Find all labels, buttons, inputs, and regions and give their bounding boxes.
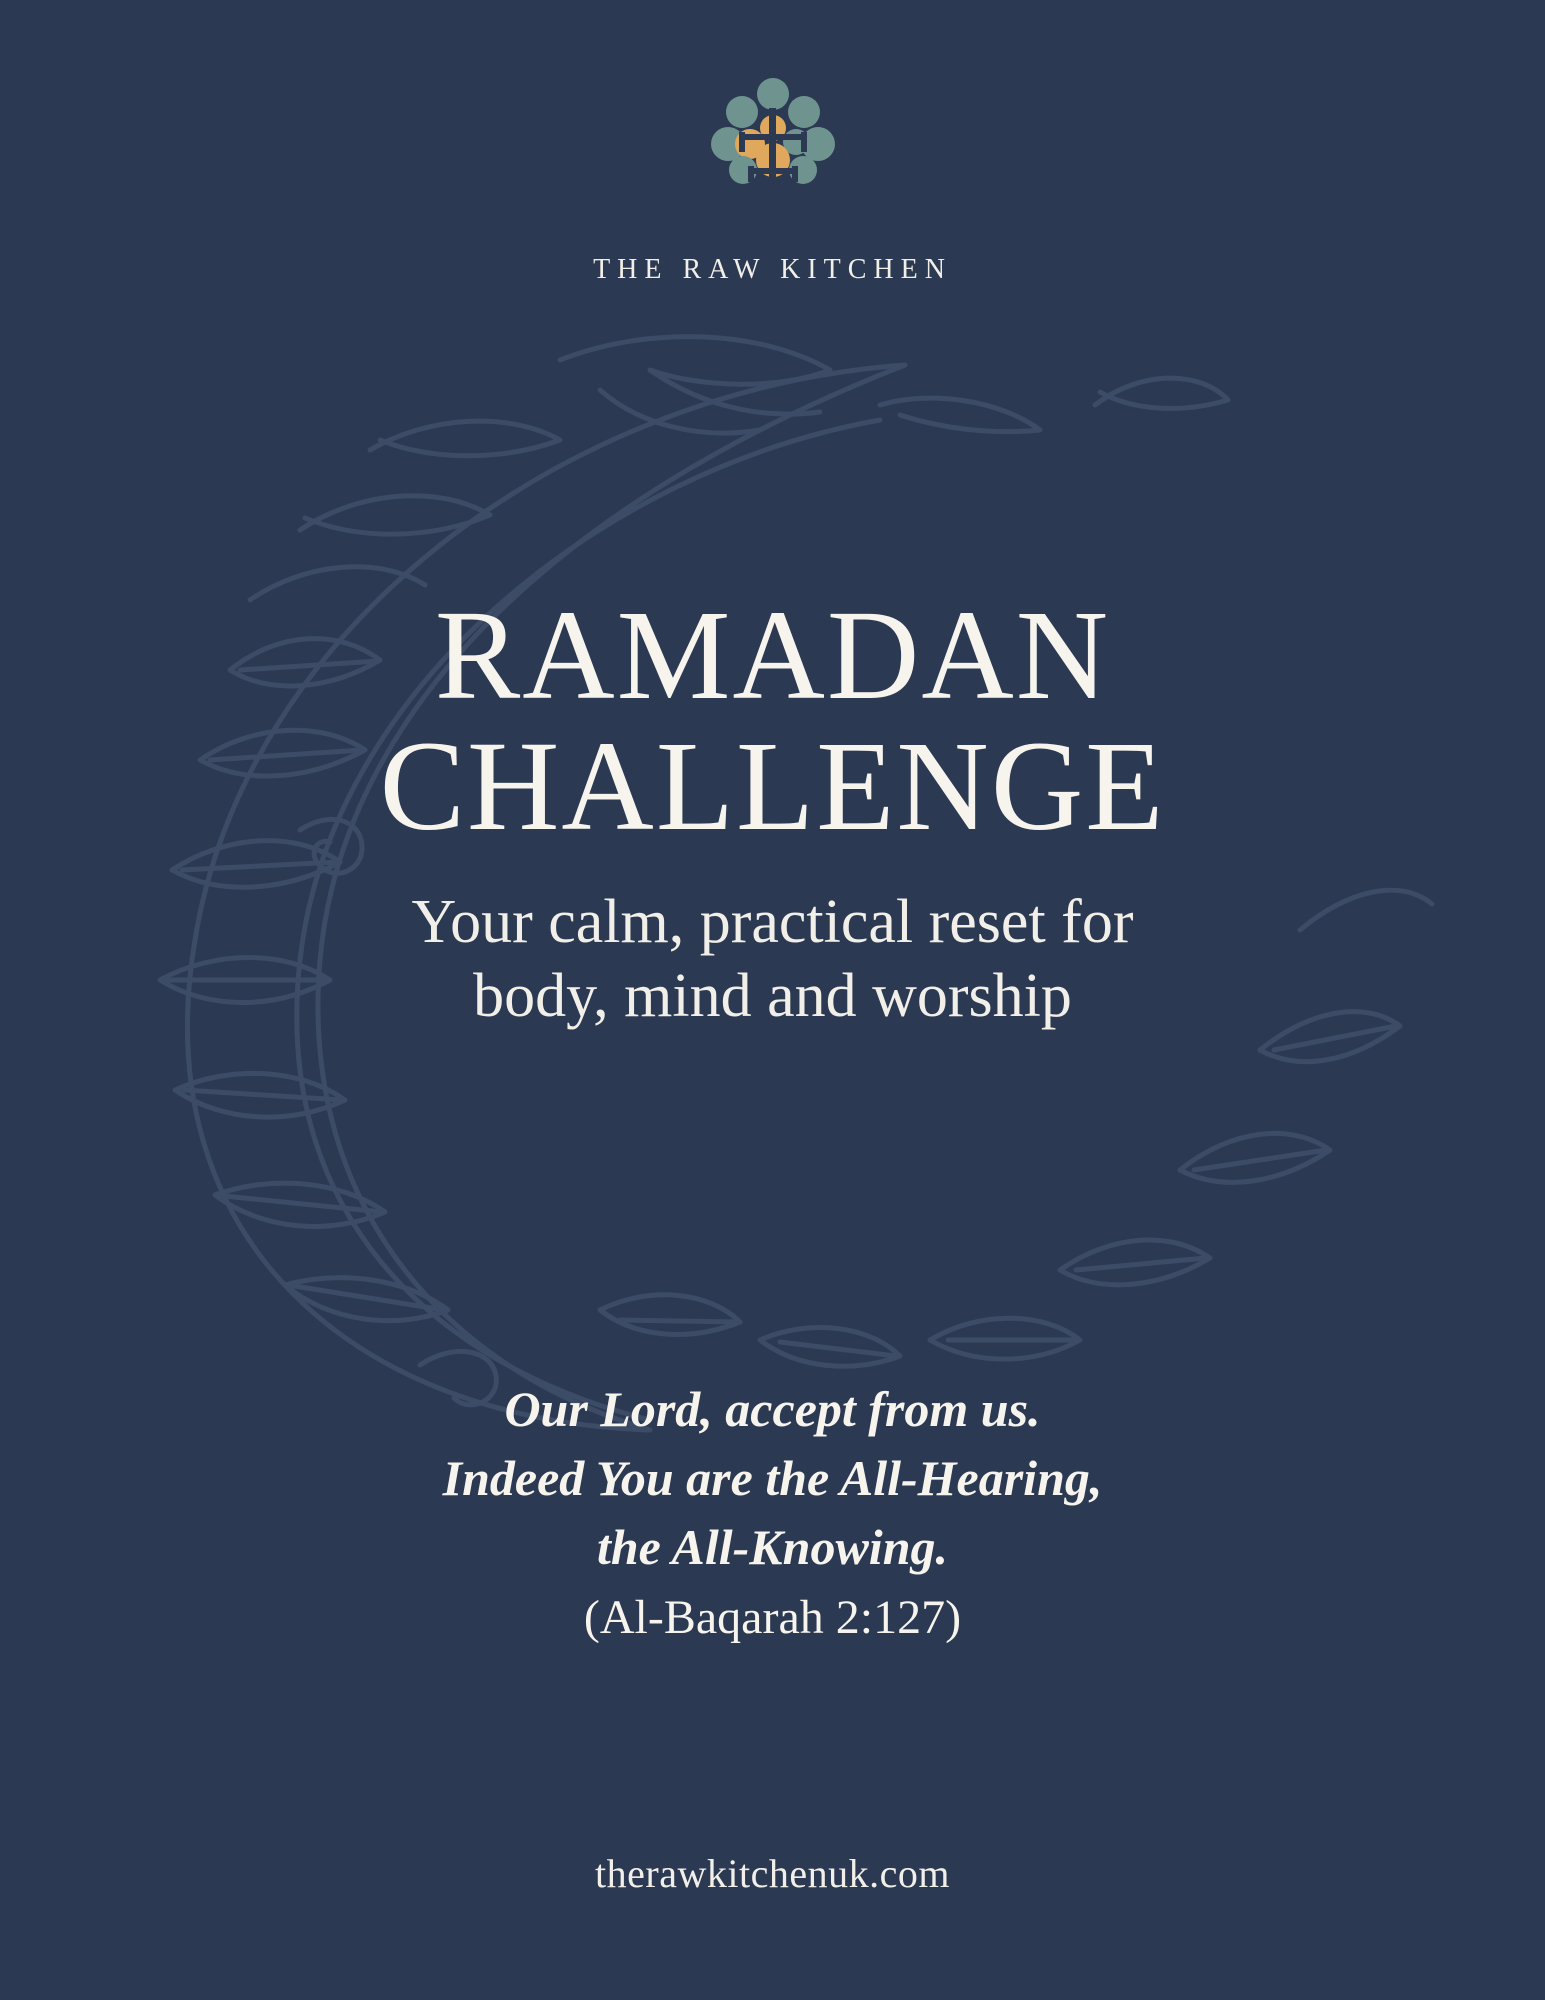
page-title-line-2: CHALLENGE [379,714,1166,857]
website-url[interactable]: therawkitchenuk.com [595,1851,950,1896]
tree-logo-icon [698,72,848,232]
page-title-line-1: RAMADAN [434,584,1111,726]
footer [0,1850,1545,1897]
brand-name: THE RAW KITCHEN [593,254,952,285]
quote-reference: (Al-Baqarah 2:127) [583,1591,962,1644]
subtitle-line-2: body, mind and worship [473,962,1072,1031]
logo-block [0,72,1545,286]
quote-line-2: Indeed You are the All-Hearing, [442,1450,1103,1506]
quote-line-1: Our Lord, accept from us. [504,1381,1041,1437]
quote-block [0,1375,1545,1645]
quote-line-3: the All-Knowing. [596,1519,949,1575]
title-block [0,584,1545,1034]
subtitle-line-1: Your calm, practical reset for [411,888,1134,957]
